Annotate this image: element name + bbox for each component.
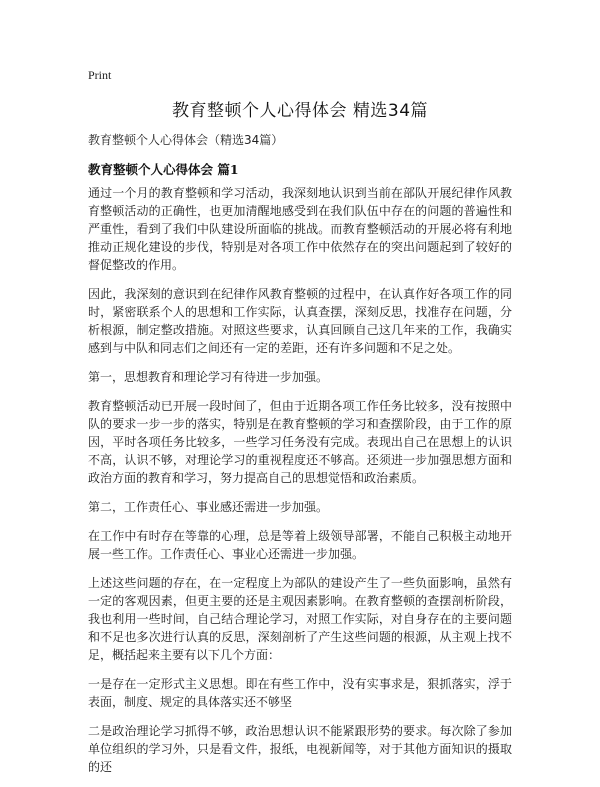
paragraph: 在工作中有时存在等靠的心理，总是等着上级领导部署，不能自己积极主动地开展一些工作。工作责任心、事业心还需进一步加强。 xyxy=(88,529,512,561)
paragraph: 一是存在一定形式主义思想。即在有些工作中，没有实事求是，狠抓落实，浮于表面，制度、规定的具体落实还不够坚 xyxy=(88,677,512,709)
paragraph: 通过一个月的教育整顿和学习活动，我深刻地认识到当前在部队开展纪律作风教育整顿活动的正确性，也更加清醒地感受到在我们队伍中存在的问题的普遍性和严重性，看到了我们中队建设所面临的挑战。而教育整顿活动的开展必将有利地推动正规化建设的步伐，特别是对各项工作中依然存在的突出问题起到了较好的督促整改的作用。 xyxy=(88,186,512,272)
paragraph: 教育整顿活动已开展一段时间了，但由于近期各项工作任务比较多，没有按照中队的要求一步一步的落实，特别是在教育整顿的学习和查摆阶段，由于工作的原因，平时各项任务比较多，一些学习任务没有完成。表现出自己在思想上的认识不高，认识不够，对理论学习的重视程度还不够高。还须进一步加强思想方面和政治方面的教育和学习，努力提高自己的思想觉悟和政治素质。 xyxy=(88,399,512,485)
document-title: 教育整顿个人心得体会 精选34篇 xyxy=(171,101,429,121)
print-link[interactable]: Print xyxy=(88,68,112,82)
article-body xyxy=(88,184,512,787)
paragraph: 上述这些问题的存在，在一定程度上为部队的建设产生了一些负面影响，虽然有一定的客观因素，但更主要的还是主观因素影响。在教育整顿的查摆剖析阶段，我也利用一些时间，自己结合理论学习，对照工作实际，对自身存在的主要问题和不足也多次进行认真的反思，深刻剖析了产生这些问题的根源，从主观上找不足，概括起来主要有以下几个方面： xyxy=(88,576,512,662)
section-heading: 教育整顿个人心得体会 篇1 xyxy=(88,162,239,177)
paragraph: 二是政治理论学习抓得不够，政治思想认识不能紧跟形势的要求。每次除了参加单位组织的学习外，只是看文件，报纸，电视新闻等，对于其他方面知识的摄取的还 xyxy=(88,724,512,774)
document-subtitle: 教育整顿个人心得体会（精选34篇） xyxy=(88,133,284,147)
paragraph: 第一，思想教育和理论学习有待进一步加强。 xyxy=(88,370,329,384)
paragraph: 因此，我深刻的意识到在纪律作风教育整顿的过程中，在认真作好各项工作的同时，紧密联系个人的思想和工作实际，认真查摆，深刻反思，找准存在问题，分析根源，制定整改措施。对照这些要求，认真回顾自己这几年来的工作，我确实感到与中队和同志们之间还有一定的差距，还有许多问题和不足之处。 xyxy=(88,287,512,355)
paragraph: 第二，工作责任心、事业感还需进一步加强。 xyxy=(88,500,329,514)
